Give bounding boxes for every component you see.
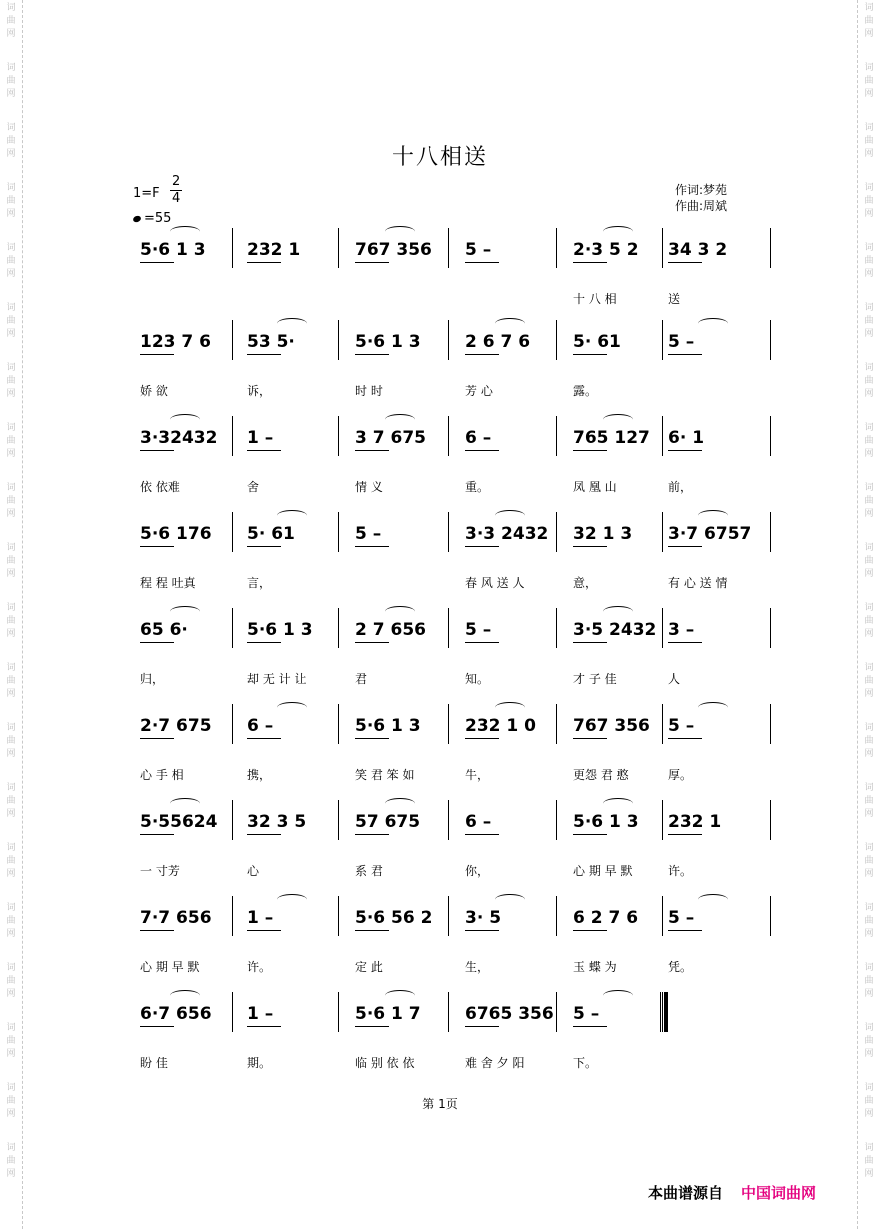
- measure: 2 6 7 6: [465, 332, 531, 352]
- beam-line: [247, 930, 281, 931]
- beam-line: [247, 834, 281, 835]
- measure: 123 7 6: [140, 332, 211, 352]
- bar-line: [770, 608, 771, 648]
- lyric-segment: 你，: [465, 864, 490, 878]
- watermark-text: 词 曲 网: [6, 63, 16, 99]
- bar-line: [556, 896, 557, 936]
- lyric-segment: 许。: [668, 864, 693, 878]
- beam-line: [465, 1026, 499, 1027]
- tempo-value: =55: [144, 211, 172, 226]
- beam-line: [465, 546, 499, 547]
- beam-line: [247, 1026, 281, 1027]
- measure: 5 –: [465, 240, 492, 260]
- beam-line: [247, 546, 281, 547]
- beam-line: [668, 546, 702, 547]
- measure: 6· 1: [668, 428, 705, 448]
- beam-line: [140, 930, 174, 931]
- lyric-segment: 春 风 送 人: [465, 576, 525, 590]
- score-row: [0, 1004, 880, 1074]
- bar-line: [556, 512, 557, 552]
- measure: 53 5·: [247, 332, 295, 352]
- lyric-segment: 笑 君 笨 如: [355, 768, 415, 782]
- measure: 3 7 675: [355, 428, 426, 448]
- slur: [698, 702, 728, 713]
- slur: [603, 990, 633, 1001]
- measure: 5· 61: [247, 524, 295, 544]
- bar-line: [556, 228, 557, 268]
- beam-line: [140, 450, 174, 451]
- watermark-text: 词 曲 网: [6, 1023, 16, 1059]
- slur: [495, 318, 525, 329]
- bar-line: [662, 992, 663, 1032]
- measure: 232 1 0: [465, 716, 536, 736]
- lyric-segment: 重。: [465, 480, 490, 494]
- bar-line: [448, 800, 449, 840]
- watermark-text: 词 曲 网: [864, 663, 874, 699]
- bar-line: [338, 512, 339, 552]
- watermark-text: 词 曲 网: [6, 483, 16, 519]
- score-row: [0, 524, 880, 594]
- tempo-marking: [133, 211, 171, 226]
- beam-line: [573, 642, 607, 643]
- watermark-text: 词 曲 网: [6, 783, 16, 819]
- credits: [675, 182, 727, 214]
- beam-line: [355, 642, 389, 643]
- bar-line: [232, 320, 233, 360]
- bar-line: [448, 416, 449, 456]
- slur: [495, 702, 525, 713]
- bar-line: [448, 704, 449, 744]
- watermark-text: 词 曲 网: [6, 723, 16, 759]
- beam-line: [355, 738, 389, 739]
- slur: [277, 894, 307, 905]
- measure: 57 675: [355, 812, 421, 832]
- measure: 32 3 5: [247, 812, 307, 832]
- lyric-segment: 前，: [668, 480, 693, 494]
- watermark-text: 词 曲 网: [6, 3, 16, 39]
- watermark-text: 词 曲 网: [6, 663, 16, 699]
- bar-line: [448, 228, 449, 268]
- watermark-text: 词 曲 网: [864, 63, 874, 99]
- lyric-segment: 心 期 早 默: [573, 864, 633, 878]
- measure: 5 –: [668, 332, 695, 352]
- source-site: 中国词曲网: [741, 1184, 817, 1202]
- measure: 2·7 675: [140, 716, 212, 736]
- measure: 5 –: [573, 1004, 600, 1024]
- beam-line: [573, 1026, 607, 1027]
- lyric-segment: 临 别 依 依: [355, 1056, 415, 1070]
- lyric-segment: 人: [668, 672, 681, 686]
- slur: [603, 414, 633, 425]
- measure: 6 2 7 6: [573, 908, 639, 928]
- measure: 767 356: [573, 716, 650, 736]
- lyric-segment: 定 此: [355, 960, 383, 974]
- lyric-segment: 心 手 相: [140, 768, 184, 782]
- bar-line: [232, 704, 233, 744]
- bar-line: [662, 800, 663, 840]
- quarter-note-icon: [132, 215, 142, 223]
- watermark-text: 词 曲 网: [864, 1143, 874, 1179]
- bar-line: [556, 320, 557, 360]
- beam-line: [140, 262, 174, 263]
- measure: 5·6 1 3: [140, 240, 206, 260]
- beam-line: [355, 834, 389, 835]
- measure: 3· 5: [465, 908, 502, 928]
- lyric-segment: 心: [247, 864, 260, 878]
- watermark-text: 词 曲 网: [6, 183, 16, 219]
- watermark-text: 词 曲 网: [6, 363, 16, 399]
- bar-line: [556, 704, 557, 744]
- beam-line: [668, 834, 702, 835]
- watermark-text: 词 曲 网: [864, 963, 874, 999]
- watermark-text: 词 曲 网: [864, 543, 874, 579]
- slur: [277, 510, 307, 521]
- bar-line: [770, 896, 771, 936]
- measure: 34 3 2: [668, 240, 728, 260]
- watermark-text: 词 曲 网: [864, 123, 874, 159]
- beam-line: [573, 354, 607, 355]
- measure: 2·3 5 2: [573, 240, 639, 260]
- beam-line: [465, 642, 499, 643]
- measure: 3·32432: [140, 428, 218, 448]
- lyric-segment: 凤 凰 山: [573, 480, 617, 494]
- beam-line: [140, 354, 174, 355]
- score-row: [0, 716, 880, 786]
- measure: 3·7 6757: [668, 524, 752, 544]
- measure: 1 –: [247, 428, 274, 448]
- beam-line: [465, 738, 499, 739]
- measure: 6765 356: [465, 1004, 554, 1024]
- lyric-segment: 诉，: [247, 384, 272, 398]
- beam-line: [668, 642, 702, 643]
- watermark-text: 词 曲 网: [6, 303, 16, 339]
- beam-line: [355, 450, 389, 451]
- beam-line: [465, 450, 499, 451]
- lyric-segment: 情 义: [355, 480, 383, 494]
- bar-line: [662, 228, 663, 268]
- lyric-segment: 君: [355, 672, 368, 686]
- watermark-text: 词 曲 网: [864, 903, 874, 939]
- slur: [277, 702, 307, 713]
- measure: 5·6 1 3: [355, 716, 421, 736]
- beam-line: [668, 354, 702, 355]
- lyric-segment: 凭。: [668, 960, 693, 974]
- measure: 5 –: [668, 716, 695, 736]
- composer: 作曲:周斌: [675, 199, 728, 213]
- measure: 5·6 1 7: [355, 1004, 421, 1024]
- time-top: 2: [172, 174, 181, 189]
- watermark-text: 词 曲 网: [864, 363, 874, 399]
- measure: 3·3 2432: [465, 524, 549, 544]
- beam-line: [247, 450, 281, 451]
- bar-line: [448, 992, 449, 1032]
- time-bottom: 4: [172, 191, 181, 206]
- beam-line: [247, 738, 281, 739]
- bar-line: [338, 896, 339, 936]
- watermark-text: 词 曲 网: [864, 1023, 874, 1059]
- bar-line: [338, 608, 339, 648]
- beam-line: [573, 262, 607, 263]
- score-row: [0, 332, 880, 402]
- lyric-segment: 系 君: [355, 864, 383, 878]
- measure: 2 7 656: [355, 620, 426, 640]
- measure: 5·6 1 3: [355, 332, 421, 352]
- bar-line: [662, 896, 663, 936]
- watermark-text: 词 曲 网: [864, 183, 874, 219]
- watermark-text: 词 曲 网: [864, 483, 874, 519]
- measure: 5·6 1 3: [247, 620, 313, 640]
- beam-line: [668, 738, 702, 739]
- lyric-segment: 归，: [140, 672, 165, 686]
- bar-line: [556, 992, 557, 1032]
- beam-line: [465, 262, 499, 263]
- beam-line: [573, 930, 607, 931]
- slur: [603, 798, 633, 809]
- bar-line: [770, 228, 771, 268]
- source-credit: [648, 1182, 816, 1203]
- measure: 3·5 2432: [573, 620, 657, 640]
- beam-line: [140, 834, 174, 835]
- slur: [277, 318, 307, 329]
- lyric-segment: 知。: [465, 672, 490, 686]
- bar-line: [338, 800, 339, 840]
- slur: [495, 894, 525, 905]
- lyric-segment: 难 舍 夕 阳: [465, 1056, 525, 1070]
- slur: [698, 894, 728, 905]
- lyric-segment: 意，: [573, 576, 598, 590]
- measure: 232 1: [247, 240, 301, 260]
- slur: [385, 990, 415, 1001]
- beam-line: [355, 546, 389, 547]
- lyric-segment: 娇 欲: [140, 384, 168, 398]
- page-number: 第 1页: [422, 1097, 458, 1111]
- lyric-segment: 十 八 相: [573, 292, 617, 306]
- lyric-segment: 一 寸芳: [140, 864, 180, 878]
- score-row: [0, 428, 880, 498]
- source-label: 本曲谱源自: [648, 1184, 724, 1202]
- lyric-segment: 携，: [247, 768, 272, 782]
- bar-line: [662, 608, 663, 648]
- beam-line: [573, 834, 607, 835]
- bar-line: [556, 416, 557, 456]
- slur: [495, 510, 525, 521]
- bar-line: [338, 704, 339, 744]
- slur: [603, 226, 633, 237]
- slur: [170, 798, 200, 809]
- bar-line: [338, 228, 339, 268]
- beam-line: [668, 450, 702, 451]
- beam-line: [355, 262, 389, 263]
- bar-line: [770, 512, 771, 552]
- watermark-text: 词 曲 网: [6, 843, 16, 879]
- bar-line: [232, 416, 233, 456]
- lyric-segment: 厚。: [668, 768, 693, 782]
- score-row: [0, 812, 880, 882]
- beam-line: [668, 262, 702, 263]
- lyric-segment: 玉 蝶 为: [573, 960, 617, 974]
- measure: 1 –: [247, 1004, 274, 1024]
- measure: 5·6 176: [140, 524, 212, 544]
- lyric-segment: 有 心 送 情: [668, 576, 728, 590]
- watermark-text: 词 曲 网: [6, 423, 16, 459]
- lyric-segment: 期。: [247, 1056, 272, 1070]
- song-title: 十八相送: [391, 145, 488, 170]
- bar-line: [770, 416, 771, 456]
- lyric-segment: 心 期 早 默: [140, 960, 200, 974]
- watermark-text: 词 曲 网: [6, 543, 16, 579]
- lyric-segment: 芳 心: [465, 384, 493, 398]
- watermark-text: 词 曲 网: [864, 423, 874, 459]
- score-row: [0, 240, 880, 310]
- beam-line: [140, 642, 174, 643]
- bar-line: [662, 512, 663, 552]
- measure: 32 1 3: [573, 524, 633, 544]
- lyric-segment: 生，: [465, 960, 490, 974]
- score-row: [0, 620, 880, 690]
- measure: 6 –: [247, 716, 274, 736]
- watermark-text: 词 曲 网: [6, 1083, 16, 1119]
- lyric-segment: 许。: [247, 960, 272, 974]
- slur: [385, 226, 415, 237]
- key-signature: 1=F: [133, 186, 160, 201]
- bar-line: [232, 228, 233, 268]
- measure: 5 –: [355, 524, 382, 544]
- bar-line: [338, 416, 339, 456]
- lyric-segment: 依 依难: [140, 480, 180, 494]
- beam-line: [355, 1026, 389, 1027]
- measure: 6 –: [465, 428, 492, 448]
- slur: [603, 606, 633, 617]
- beam-line: [355, 930, 389, 931]
- beam-line: [668, 930, 702, 931]
- time-signature: [170, 174, 182, 207]
- measure: 5·6 1 3: [573, 812, 639, 832]
- beam-line: [465, 354, 499, 355]
- watermark-text: 词 曲 网: [6, 903, 16, 939]
- watermark-text: 词 曲 网: [864, 843, 874, 879]
- measure: 7·7 656: [140, 908, 212, 928]
- beam-line: [573, 450, 607, 451]
- watermark-text: 词 曲 网: [864, 783, 874, 819]
- bar-line: [448, 896, 449, 936]
- beam-line: [465, 834, 499, 835]
- measure: 5·55624: [140, 812, 218, 832]
- slur: [385, 798, 415, 809]
- slur: [385, 414, 415, 425]
- lyric-segment: 盼 佳: [140, 1056, 168, 1070]
- watermark-text: 词 曲 网: [6, 603, 16, 639]
- watermark-text: 词 曲 网: [864, 603, 874, 639]
- lyric-segment: 言，: [247, 576, 272, 590]
- watermark-text: 词 曲 网: [864, 1083, 874, 1119]
- bar-line: [556, 800, 557, 840]
- beam-line: [140, 738, 174, 739]
- beam-line: [247, 354, 281, 355]
- bar-line: [232, 608, 233, 648]
- watermark-text: 词 曲 网: [6, 1143, 16, 1179]
- bar-line: [662, 416, 663, 456]
- slur: [170, 414, 200, 425]
- lyric-segment: 程 程 吐真: [140, 576, 196, 590]
- bar-line: [232, 512, 233, 552]
- measure: 5 –: [668, 908, 695, 928]
- watermark-text: 词 曲 网: [6, 243, 16, 279]
- final-bar-thick: [664, 992, 668, 1032]
- beam-line: [573, 546, 607, 547]
- lyric-segment: 舍: [247, 480, 260, 494]
- slur: [698, 510, 728, 521]
- watermark-text: 词 曲 网: [864, 303, 874, 339]
- bar-line: [662, 320, 663, 360]
- lyric-segment: 牛，: [465, 768, 490, 782]
- lyric-segment: 下。: [573, 1056, 598, 1070]
- beam-line: [355, 354, 389, 355]
- bar-line: [770, 704, 771, 744]
- bar-line: [448, 512, 449, 552]
- watermark-text: 词 曲 网: [864, 3, 874, 39]
- bar-line: [448, 320, 449, 360]
- slur: [170, 226, 200, 237]
- lyric-segment: 时 时: [355, 384, 383, 398]
- slur: [698, 318, 728, 329]
- bar-line: [232, 800, 233, 840]
- measure: 6·7 656: [140, 1004, 212, 1024]
- lyricist: 作词:梦苑: [675, 183, 728, 197]
- beam-line: [140, 1026, 174, 1027]
- lyric-segment: 才 子 佳: [573, 672, 617, 686]
- measure: 5· 61: [573, 332, 621, 352]
- bar-line: [338, 992, 339, 1032]
- beam-line: [247, 642, 281, 643]
- measure: 6 –: [465, 812, 492, 832]
- score-row: [0, 908, 880, 978]
- bar-line: [770, 800, 771, 840]
- bar-line: [662, 704, 663, 744]
- slur: [385, 606, 415, 617]
- bar-line: [232, 992, 233, 1032]
- measure: 5 –: [465, 620, 492, 640]
- measure: 5·6 56 2: [355, 908, 433, 928]
- bar-line: [556, 608, 557, 648]
- watermark-text: 词 曲 网: [6, 963, 16, 999]
- slur: [170, 606, 200, 617]
- bar-line: [232, 896, 233, 936]
- bar-line: [338, 320, 339, 360]
- measure: 767 356: [355, 240, 432, 260]
- beam-line: [573, 738, 607, 739]
- measure: 3 –: [668, 620, 695, 640]
- beam-line: [465, 930, 499, 931]
- bar-line: [770, 320, 771, 360]
- beam-line: [140, 546, 174, 547]
- measure: 1 –: [247, 908, 274, 928]
- final-bar-thin: [660, 992, 661, 1032]
- lyric-segment: 更怨 君 憨: [573, 768, 629, 782]
- lyric-segment: 送: [668, 292, 681, 306]
- bar-line: [448, 608, 449, 648]
- measure: 232 1: [668, 812, 722, 832]
- watermark-text: 词 曲 网: [864, 723, 874, 759]
- watermark-text: 词 曲 网: [864, 243, 874, 279]
- watermark-text: 词 曲 网: [6, 123, 16, 159]
- lyric-segment: 露。: [573, 384, 598, 398]
- measure: 65 6·: [140, 620, 188, 640]
- lyric-segment: 却 无 计 让: [247, 672, 307, 686]
- beam-line: [247, 262, 281, 263]
- measure: 765 127: [573, 428, 650, 448]
- slur: [170, 990, 200, 1001]
